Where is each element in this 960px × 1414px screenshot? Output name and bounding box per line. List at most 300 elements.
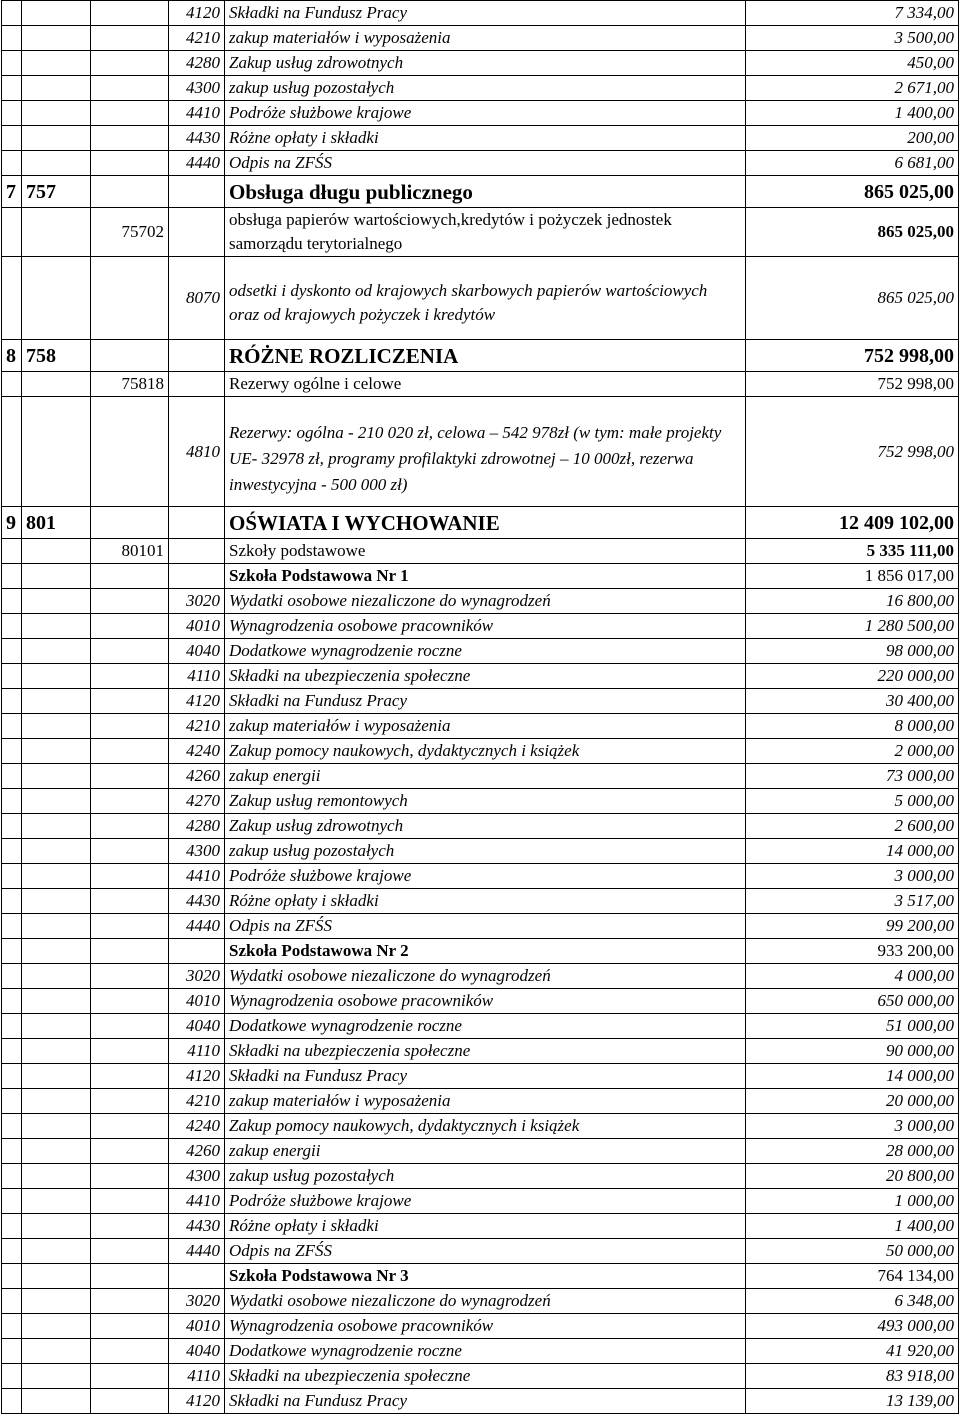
table-row — [2, 789, 959, 814]
paragraph-code: 4440 — [169, 151, 225, 176]
dzial-cell — [22, 126, 91, 151]
dzial-cell — [22, 1039, 91, 1064]
item-amount: 2 600,00 — [746, 814, 959, 839]
table-row — [2, 1364, 959, 1389]
paragraph-code: 4440 — [169, 1239, 225, 1264]
rozdzial-cell — [91, 101, 169, 126]
paragraph-code: 3020 — [169, 1289, 225, 1314]
paragraph-code: 4300 — [169, 1164, 225, 1189]
paragraph-cell — [169, 507, 225, 539]
item-amount: 3 500,00 — [746, 26, 959, 51]
rozdzial-cell — [91, 1189, 169, 1214]
item-amount: 7 334,00 — [746, 1, 959, 26]
rozdzial-cell — [91, 889, 169, 914]
paragraph-code: 3020 — [169, 589, 225, 614]
dzial-cell — [22, 939, 91, 964]
item-amount: 83 918,00 — [746, 1364, 959, 1389]
paragraph-code: 4010 — [169, 1314, 225, 1339]
lp-cell — [2, 1114, 22, 1139]
table-row — [2, 76, 959, 101]
item-name: zakup materiałów i wyposażenia — [225, 714, 746, 739]
lp-cell — [2, 1364, 22, 1389]
rozdzial-code: 75818 — [91, 372, 169, 397]
paragraph-code: 4410 — [169, 1189, 225, 1214]
lp-cell — [2, 639, 22, 664]
table-row — [2, 1389, 959, 1414]
paragraph-code: 4040 — [169, 1014, 225, 1039]
rozdzial-cell — [91, 1214, 169, 1239]
rozdzial-cell — [91, 1139, 169, 1164]
school-name: Szkoła Podstawowa Nr 2 — [225, 939, 746, 964]
rozdzial-cell — [91, 1089, 169, 1114]
lp-cell — [2, 1264, 22, 1289]
lp-cell — [2, 1014, 22, 1039]
dzial-cell — [22, 989, 91, 1014]
paragraph-code: 4120 — [169, 1064, 225, 1089]
dzial-cell — [22, 1189, 91, 1214]
table-row — [2, 1239, 959, 1264]
item-name: zakup materiałów i wyposażenia — [225, 26, 746, 51]
paragraph-code: 4010 — [169, 614, 225, 639]
item-amount: 20 000,00 — [746, 1089, 959, 1114]
dzial-cell — [22, 76, 91, 101]
lp-cell — [2, 51, 22, 76]
lp-cell — [2, 1339, 22, 1364]
lp-cell — [2, 1039, 22, 1064]
table-row — [2, 1189, 959, 1214]
table-row — [2, 126, 959, 151]
table-row — [2, 1164, 959, 1189]
dzial-cell — [22, 914, 91, 939]
table-row — [2, 664, 959, 689]
rozdzial-cell — [91, 1164, 169, 1189]
table-row — [2, 151, 959, 176]
rozdzial-amount: 752 998,00 — [746, 372, 959, 397]
rozdzial-code: 75702 — [91, 208, 169, 257]
lp-cell — [2, 1089, 22, 1114]
lp-cell — [2, 1189, 22, 1214]
rozdzial-cell — [91, 939, 169, 964]
paragraph-cell — [169, 208, 225, 257]
lp-cell — [2, 1064, 22, 1089]
table-row — [2, 914, 959, 939]
item-name: Wynagrodzenia osobowe pracowników — [225, 1314, 746, 1339]
lp-cell — [2, 939, 22, 964]
dzial-cell — [22, 1, 91, 26]
rozdzial-cell — [91, 989, 169, 1014]
item-amount: 3 517,00 — [746, 889, 959, 914]
lp-cell — [2, 864, 22, 889]
dzial-cell — [22, 26, 91, 51]
rozdzial-cell — [91, 914, 169, 939]
paragraph-code: 4210 — [169, 26, 225, 51]
lp-cell — [2, 1164, 22, 1189]
section-number: 9 — [2, 507, 22, 539]
school-amount: 933 200,00 — [746, 939, 959, 964]
dzial-cell — [22, 372, 91, 397]
section-number: 8 — [2, 340, 22, 372]
table-row — [2, 1039, 959, 1064]
rozdzial-cell — [91, 1339, 169, 1364]
table-row — [2, 1064, 959, 1089]
table-row — [2, 714, 959, 739]
item-amount: 20 800,00 — [746, 1164, 959, 1189]
item-name: Składki na ubezpieczenia społeczne — [225, 1364, 746, 1389]
lp-cell — [2, 564, 22, 589]
lp-cell — [2, 151, 22, 176]
lp-cell — [2, 76, 22, 101]
paragraph-code: 4410 — [169, 864, 225, 889]
dzial-cell — [22, 1089, 91, 1114]
rozdzial-cell — [91, 839, 169, 864]
item-name: Zakup usług zdrowotnych — [225, 51, 746, 76]
paragraph-code: 4300 — [169, 76, 225, 101]
dzial-cell — [22, 1289, 91, 1314]
table-row — [2, 1214, 959, 1239]
paragraph-code: 4240 — [169, 1114, 225, 1139]
rozdzial-cell — [91, 1014, 169, 1039]
item-name: Składki na ubezpieczenia społeczne — [225, 1039, 746, 1064]
table-row — [2, 639, 959, 664]
rozdzial-cell — [91, 176, 169, 208]
rozdzial-cell — [91, 340, 169, 372]
dzial-cell — [22, 1064, 91, 1089]
lp-cell — [2, 914, 22, 939]
dzial-cell — [22, 257, 91, 340]
paragraph-code: 4240 — [169, 739, 225, 764]
table-row — [2, 1014, 959, 1039]
rozdzial-cell — [91, 639, 169, 664]
item-name: zakup energii — [225, 1139, 746, 1164]
school-header-row — [2, 1264, 959, 1289]
item-amount: 200,00 — [746, 126, 959, 151]
item-name: Odpis na ZFŚS — [225, 1239, 746, 1264]
item-name: Podróże służbowe krajowe — [225, 1189, 746, 1214]
lp-cell — [2, 257, 22, 340]
lp-cell — [2, 1389, 22, 1414]
section-amount: 12 409 102,00 — [746, 507, 959, 539]
dzial-cell — [22, 739, 91, 764]
table-row — [2, 1339, 959, 1364]
dzial-cell — [22, 1239, 91, 1264]
dzial-cell — [22, 1264, 91, 1289]
lp-cell — [2, 739, 22, 764]
rozdzial-cell — [91, 51, 169, 76]
section-title: Obsługa długu publicznego — [225, 176, 746, 208]
table-row — [2, 689, 959, 714]
table-row — [2, 101, 959, 126]
lp-cell — [2, 126, 22, 151]
school-header-row — [2, 564, 959, 589]
item-name: zakup energii — [225, 764, 746, 789]
paragraph-code: 4010 — [169, 989, 225, 1014]
rozdzial-code: 80101 — [91, 539, 169, 564]
paragraph-code: 4300 — [169, 839, 225, 864]
lp-cell — [2, 539, 22, 564]
lp-cell — [2, 989, 22, 1014]
dzial-cell — [22, 1364, 91, 1389]
rozdzial-cell — [91, 1239, 169, 1264]
section-amount: 752 998,00 — [746, 340, 959, 372]
paragraph-code: 4260 — [169, 1139, 225, 1164]
lp-cell — [2, 372, 22, 397]
dzial-cell — [22, 101, 91, 126]
rozdzial-cell — [91, 789, 169, 814]
item-name: Dodatkowe wynagrodzenie roczne — [225, 1339, 746, 1364]
paragraph-code: 4270 — [169, 789, 225, 814]
dzial-cell — [22, 639, 91, 664]
table-row — [2, 889, 959, 914]
dzial-cell — [22, 151, 91, 176]
item-amount: 14 000,00 — [746, 1064, 959, 1089]
paragraph-cell — [169, 564, 225, 589]
lp-cell — [2, 397, 22, 507]
paragraph-code: 4260 — [169, 764, 225, 789]
rozdzial-cell — [91, 564, 169, 589]
school-amount: 764 134,00 — [746, 1264, 959, 1289]
section-title: RÓŻNE ROZLICZENIA — [225, 340, 746, 372]
paragraph-code: 4280 — [169, 51, 225, 76]
item-name: Składki na Fundusz Pracy — [225, 1064, 746, 1089]
lp-cell — [2, 889, 22, 914]
item-name: zakup usług pozostałych — [225, 1164, 746, 1189]
table-row — [2, 1314, 959, 1339]
item-amount: 99 200,00 — [746, 914, 959, 939]
dzial-cell — [22, 764, 91, 789]
paragraph-cell — [169, 539, 225, 564]
item-name: Odpis na ZFŚS — [225, 151, 746, 176]
rozdzial-cell — [91, 397, 169, 507]
table-row — [2, 764, 959, 789]
paragraph-code: 3020 — [169, 964, 225, 989]
paragraph-code: 4110 — [169, 1039, 225, 1064]
item-name: Składki na Fundusz Pracy — [225, 1389, 746, 1414]
item-name: zakup usług pozostałych — [225, 76, 746, 101]
dzial-cell — [22, 1114, 91, 1139]
rozdzial-amount: 865 025,00 — [746, 208, 959, 257]
item-name: Dodatkowe wynagrodzenie roczne — [225, 1014, 746, 1039]
rozdzial-cell — [91, 151, 169, 176]
item-name: Wydatki osobowe niezaliczone do wynagrodzeń — [225, 1289, 746, 1314]
section-row — [2, 340, 959, 372]
paragraph-row — [2, 257, 959, 340]
rozdzial-name: Rezerwy ogólne i celowe — [225, 372, 746, 397]
item-amount: 3 000,00 — [746, 864, 959, 889]
item-amount: 220 000,00 — [746, 664, 959, 689]
paragraph-name: Rezerwy: ogólna - 210 020 zł, celowa – 542 978zł (w tym: małe projekty UE- 32978 zł, programy profilaktyki zdrowotnej – 10 000zł, rezerwa inwestycyjna - 500 000 zł) — [225, 397, 746, 507]
item-amount: 2 671,00 — [746, 76, 959, 101]
rozdzial-cell — [91, 764, 169, 789]
rozdzial-cell — [91, 864, 169, 889]
dzial-cell — [22, 208, 91, 257]
item-amount: 90 000,00 — [746, 1039, 959, 1064]
paragraph-code: 4210 — [169, 714, 225, 739]
paragraph-row — [2, 397, 959, 507]
section-title: OŚWIATA I WYCHOWANIE — [225, 507, 746, 539]
dzial-code: 758 — [22, 340, 91, 372]
rozdzial-row — [2, 372, 959, 397]
item-name: Składki na Fundusz Pracy — [225, 689, 746, 714]
rozdzial-cell — [91, 964, 169, 989]
item-name: zakup usług pozostałych — [225, 839, 746, 864]
dzial-cell — [22, 589, 91, 614]
paragraph-code: 4110 — [169, 664, 225, 689]
table-row — [2, 1089, 959, 1114]
rozdzial-row — [2, 539, 959, 564]
table-row — [2, 614, 959, 639]
item-name: Wynagrodzenia osobowe pracowników — [225, 614, 746, 639]
paragraph-code: 4430 — [169, 889, 225, 914]
item-name: Wydatki osobowe niezaliczone do wynagrodzeń — [225, 589, 746, 614]
dzial-cell — [22, 1339, 91, 1364]
lp-cell — [2, 814, 22, 839]
dzial-cell — [22, 964, 91, 989]
dzial-cell — [22, 814, 91, 839]
lp-cell — [2, 589, 22, 614]
paragraph-code: 4430 — [169, 126, 225, 151]
dzial-cell — [22, 564, 91, 589]
rozdzial-cell — [91, 739, 169, 764]
item-name: Zakup pomocy naukowych, dydaktycznych i książek — [225, 1114, 746, 1139]
lp-cell — [2, 101, 22, 126]
item-name: Różne opłaty i składki — [225, 126, 746, 151]
dzial-cell — [22, 1314, 91, 1339]
table-row — [2, 864, 959, 889]
paragraph-code: 4040 — [169, 639, 225, 664]
lp-cell — [2, 839, 22, 864]
paragraph-amount: 752 998,00 — [746, 397, 959, 507]
item-amount: 6 681,00 — [746, 151, 959, 176]
table-row — [2, 1, 959, 26]
lp-cell — [2, 714, 22, 739]
lp-cell — [2, 208, 22, 257]
item-amount: 3 000,00 — [746, 1114, 959, 1139]
item-name: zakup materiałów i wyposażenia — [225, 1089, 746, 1114]
school-name: Szkoła Podstawowa Nr 1 — [225, 564, 746, 589]
lp-cell — [2, 1289, 22, 1314]
section-number: 7 — [2, 176, 22, 208]
table-row — [2, 989, 959, 1014]
item-amount: 16 800,00 — [746, 589, 959, 614]
paragraph-code: 4410 — [169, 101, 225, 126]
dzial-cell — [22, 1139, 91, 1164]
item-amount: 98 000,00 — [746, 639, 959, 664]
dzial-cell — [22, 789, 91, 814]
item-amount: 13 139,00 — [746, 1389, 959, 1414]
item-amount: 450,00 — [746, 51, 959, 76]
paragraph-cell — [169, 340, 225, 372]
table-row — [2, 964, 959, 989]
lp-cell — [2, 1, 22, 26]
lp-cell — [2, 964, 22, 989]
table-row — [2, 814, 959, 839]
item-amount: 14 000,00 — [746, 839, 959, 864]
dzial-cell — [22, 1214, 91, 1239]
table-row — [2, 839, 959, 864]
rozdzial-cell — [91, 507, 169, 539]
dzial-code: 801 — [22, 507, 91, 539]
item-amount: 51 000,00 — [746, 1014, 959, 1039]
item-amount: 6 348,00 — [746, 1289, 959, 1314]
paragraph-code: 4810 — [169, 397, 225, 507]
dzial-cell — [22, 689, 91, 714]
dzial-cell — [22, 1164, 91, 1189]
item-amount: 50 000,00 — [746, 1239, 959, 1264]
rozdzial-cell — [91, 1364, 169, 1389]
rozdzial-amount: 5 335 111,00 — [746, 539, 959, 564]
paragraph-cell — [169, 372, 225, 397]
item-name: Różne opłaty i składki — [225, 889, 746, 914]
item-name: Zakup usług remontowych — [225, 789, 746, 814]
rozdzial-cell — [91, 1389, 169, 1414]
item-name: Podróże służbowe krajowe — [225, 864, 746, 889]
item-name: Różne opłaty i składki — [225, 1214, 746, 1239]
lp-cell — [2, 1139, 22, 1164]
item-name: Wynagrodzenia osobowe pracowników — [225, 989, 746, 1014]
paragraph-code: 4120 — [169, 1, 225, 26]
item-amount: 1 280 500,00 — [746, 614, 959, 639]
item-amount: 30 400,00 — [746, 689, 959, 714]
rozdzial-cell — [91, 689, 169, 714]
rozdzial-cell — [91, 126, 169, 151]
dzial-cell — [22, 397, 91, 507]
rozdzial-cell — [91, 1, 169, 26]
rozdzial-cell — [91, 1064, 169, 1089]
lp-cell — [2, 26, 22, 51]
dzial-cell — [22, 839, 91, 864]
lp-cell — [2, 689, 22, 714]
paragraph-name: odsetki i dyskonto od krajowych skarbowych papierów wartościowych oraz od krajowych pożyczek i kredytów — [225, 257, 746, 340]
dzial-cell — [22, 539, 91, 564]
rozdzial-cell — [91, 1039, 169, 1064]
rozdzial-cell — [91, 1289, 169, 1314]
paragraph-code: 4110 — [169, 1364, 225, 1389]
table-row — [2, 1114, 959, 1139]
rozdzial-cell — [91, 589, 169, 614]
dzial-cell — [22, 714, 91, 739]
paragraph-code: 4280 — [169, 814, 225, 839]
item-amount: 8 000,00 — [746, 714, 959, 739]
rozdzial-name: obsługa papierów wartościowych,kredytów i pożyczek jednostek samorządu terytorialnego — [225, 208, 746, 257]
dzial-cell — [22, 1014, 91, 1039]
section-row — [2, 507, 959, 539]
rozdzial-cell — [91, 1114, 169, 1139]
paragraph-code: 8070 — [169, 257, 225, 340]
item-amount: 1 000,00 — [746, 1189, 959, 1214]
item-name: Zakup pomocy naukowych, dydaktycznych i książek — [225, 739, 746, 764]
paragraph-amount: 865 025,00 — [746, 257, 959, 340]
paragraph-code: 4040 — [169, 1339, 225, 1364]
table-row — [2, 51, 959, 76]
rozdzial-cell — [91, 76, 169, 101]
item-name: Dodatkowe wynagrodzenie roczne — [225, 639, 746, 664]
item-amount: 1 400,00 — [746, 101, 959, 126]
paragraph-code: 4440 — [169, 914, 225, 939]
item-amount: 41 920,00 — [746, 1339, 959, 1364]
item-amount: 28 000,00 — [746, 1139, 959, 1164]
rozdzial-row — [2, 208, 959, 257]
dzial-cell — [22, 664, 91, 689]
item-amount: 650 000,00 — [746, 989, 959, 1014]
lp-cell — [2, 614, 22, 639]
item-name: Odpis na ZFŚS — [225, 914, 746, 939]
item-amount: 73 000,00 — [746, 764, 959, 789]
lp-cell — [2, 1314, 22, 1339]
dzial-cell — [22, 51, 91, 76]
dzial-code: 757 — [22, 176, 91, 208]
item-name: Wydatki osobowe niezaliczone do wynagrodzeń — [225, 964, 746, 989]
rozdzial-cell — [91, 814, 169, 839]
